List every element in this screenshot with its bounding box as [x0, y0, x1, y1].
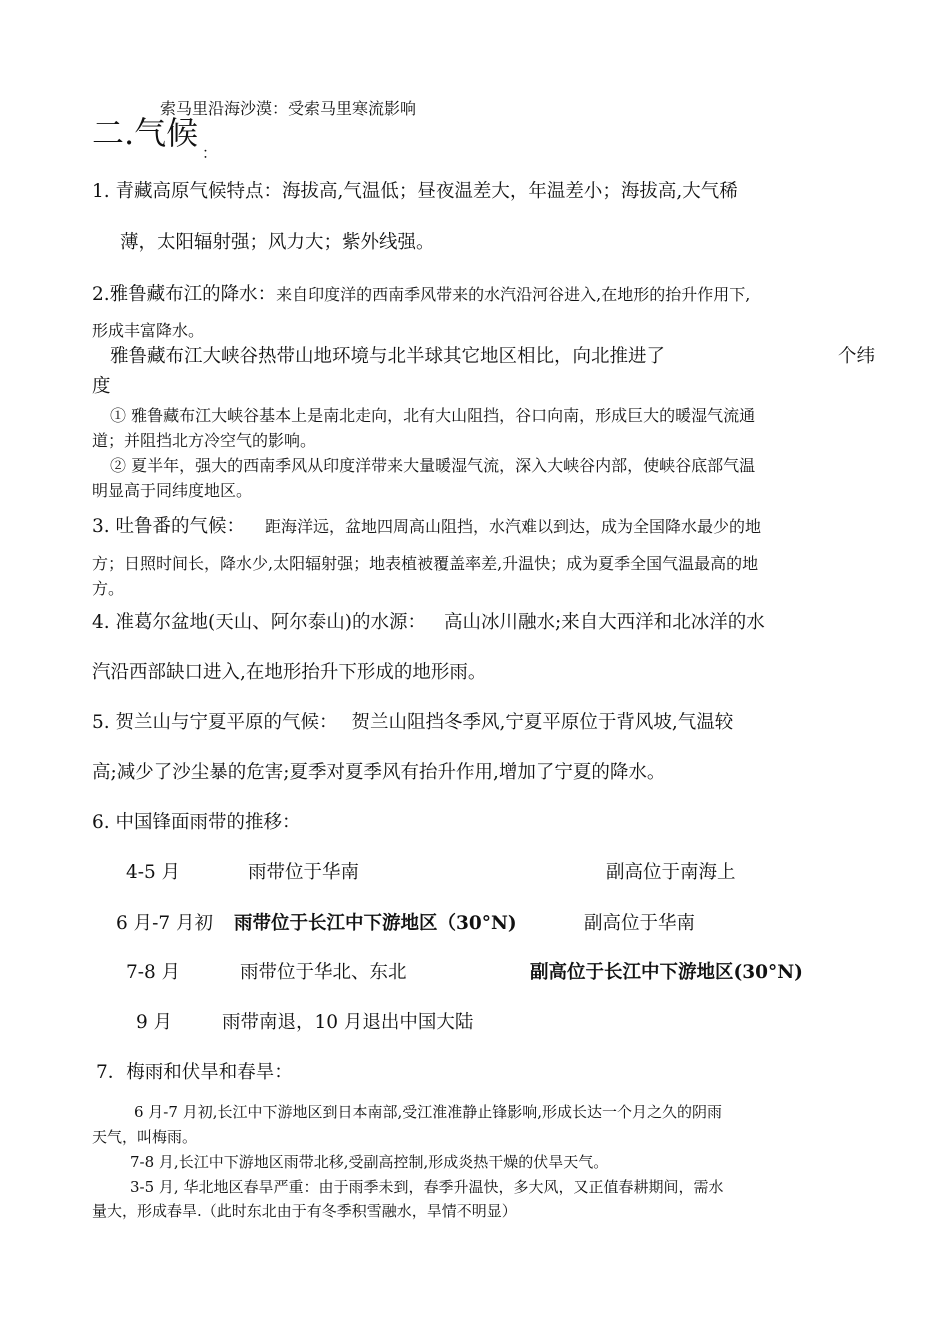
rainbelt-month: 9 月: [136, 1012, 173, 1033]
section-1-line2: 薄，太阳辐射强；风力大；紫外线强。: [120, 232, 435, 253]
section-3-line2: 方；日照时间长，降水少,太阳辐射强；地表植被覆盖率差,升温快；成为夏季全国气温最高的地: [92, 554, 759, 573]
rainbelt-month: 7-8 月: [126, 962, 181, 983]
section-2-question: 雅鲁藏布江大峡谷热带山地环境与北半球其它地区相比，向北推进了: [110, 346, 666, 367]
section-2-question-line2: 度: [92, 376, 111, 397]
section-5-label: 5. 贺兰山与宁夏平原的气候：: [92, 712, 338, 733]
rainbelt-month: 4-5 月: [126, 862, 181, 883]
section-7-para-1b: 天气，叫梅雨。: [92, 1128, 198, 1146]
top-note: 索马里沿海沙漠：受索马里寒流影响: [160, 99, 417, 118]
rainbelt-month: 6 月-7 月初: [116, 913, 214, 934]
section-4-label: 4. 准葛尔盆地(天山、阿尔泰山)的水源：: [92, 612, 426, 633]
section-1-label: 1. 青藏高原气候特点：: [92, 181, 283, 202]
subtropical-high-position: 副高位于华南: [584, 913, 696, 934]
section-2-line1: 来自印度洋的西南季风带来的水汽沿河谷进入,在地形的抬升作用下,: [276, 285, 751, 304]
page-title: 二.气候: [92, 114, 199, 152]
section-2-reason-2b: 明显高于同纬度地区。: [92, 481, 253, 500]
section-4-line1: 高山冰川融水;来自大西洋和北冰洋的水: [443, 612, 765, 633]
section-2-line2: 形成丰富降水。: [92, 321, 205, 340]
section-7-para-2: 7-8 月,长江中下游地区雨带北移,受副高控制,形成炎热干燥的伏旱天气。: [130, 1153, 609, 1171]
section-2-reason-2a: ② 夏半年，强大的西南季风从印度洋带来大量暖湿气流，深入大峡谷内部，使峡谷底部气温: [110, 456, 756, 475]
section-4-line2: 汽沿西部缺口进入,在地形抬升下形成的地形雨。: [92, 662, 487, 683]
section-3-line1: 距海洋远，盆地四周高山阻挡，水汽难以到达，成为全国降水最少的地: [265, 517, 762, 536]
subtropical-high-position: 副高位于南海上: [606, 862, 736, 883]
section-7-para-3a: 3-5 月, 华北地区春旱严重：由于雨季未到，春季升温快，多大风，又正值春耕期间，需水: [130, 1178, 724, 1196]
section-2-reason-1a: ① 雅鲁藏布江大峡谷基本上是南北走向，北有大山阻挡，谷口向南，形成巨大的暖湿气流通: [110, 406, 756, 425]
section-2-question-end: 个纬: [838, 346, 876, 367]
rainbelt-position: 雨带位于长江中下游地区（30°N): [234, 913, 517, 934]
section-7-para-1a: 6 月-7 月初,长江中下游地区到日本南部,受江淮准静止锋影响,形成长达一个月之久的阴雨: [134, 1103, 722, 1121]
section-7-label: 7．梅雨和伏旱和春旱：: [96, 1062, 293, 1083]
section-6-label: 6. 中国锋面雨带的推移：: [92, 812, 301, 833]
section-3-label: 3. 吐鲁番的气候：: [92, 516, 246, 537]
rainbelt-position: 雨带位于华南: [248, 862, 360, 883]
section-7-para-3b: 量大，形成春旱.（此时东北由于有冬季积雪融水，旱情不明显）: [92, 1202, 517, 1220]
section-1-line1: 海拔高,气温低；昼夜温差大，年温差小；海拔高,大气稀: [282, 181, 738, 202]
section-2-reason-1b: 道；并阻挡北方冷空气的影响。: [92, 431, 317, 450]
subtropical-high-position: 副高位于长江中下游地区(30°N): [530, 962, 803, 983]
rainbelt-position: 雨带南退，10 月退出中国大陆: [222, 1012, 474, 1033]
section-2-label: 2.雅鲁藏布江的降水：: [92, 284, 277, 305]
section-3-line3: 方。: [92, 579, 125, 598]
rainbelt-position: 雨带位于华北、东北: [240, 962, 407, 983]
section-5-line1: 贺兰山阻挡冬季风,宁夏平原位于背风坡,气温较: [351, 712, 734, 733]
section-5-line2: 高;减少了沙尘暴的危害;夏季对夏季风有抬升作用,增加了宁夏的降水。: [92, 762, 666, 783]
title-mark: ：: [202, 144, 218, 162]
